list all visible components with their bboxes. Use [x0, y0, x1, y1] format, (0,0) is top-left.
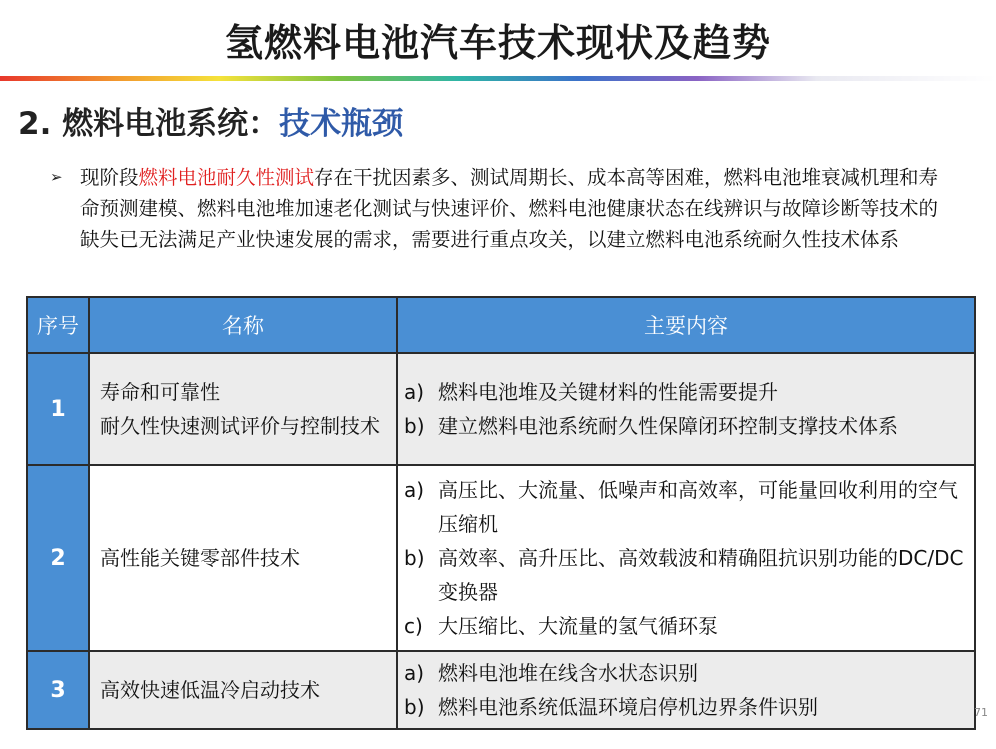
slide-title: 氢燃料电池汽车技术现状及趋势 — [224, 21, 771, 65]
list-item — [404, 656, 966, 690]
row-content — [397, 651, 975, 729]
header-content: 主要内容 — [397, 297, 975, 353]
item-label: a) — [404, 478, 425, 502]
item-text: 大压缩比、大流量的氢气循环泵 — [438, 614, 718, 638]
item-text: 高效率、高升压比、高效载波和精确阻抗识别功能的DC/DC变换器 — [438, 546, 964, 604]
row-content — [397, 465, 975, 651]
row-name-line: 耐久性快速测试评价与控制技术 — [100, 414, 380, 438]
bullet-text-pre: 现阶段 — [80, 166, 139, 189]
item-label: c) — [404, 614, 423, 638]
row-name: 高效快速低温冷启动技术 — [89, 651, 397, 729]
item-label: a) — [404, 380, 425, 404]
page-number: 71 — [974, 706, 988, 719]
list-item — [404, 375, 966, 409]
list-item — [404, 541, 966, 609]
item-label: b) — [404, 695, 425, 719]
item-text: 燃料电池堆在线含水状态识别 — [438, 661, 698, 685]
bullet-paragraph — [50, 162, 940, 255]
item-text: 建立燃料电池系统耐久性保障闭环控制支撑技术体系 — [438, 414, 898, 438]
section-prefix: 2. 燃料电池系统： — [18, 106, 280, 142]
row-number: 1 — [27, 353, 89, 465]
title-divider — [0, 76, 996, 81]
row-name — [89, 353, 397, 465]
item-label: b) — [404, 414, 425, 438]
row-number: 2 — [27, 465, 89, 651]
list-item — [404, 690, 966, 724]
row-name-line: 寿命和可靠性 — [100, 380, 220, 404]
arrow-bullet-icon: ➢ — [50, 168, 63, 186]
table-row — [27, 465, 975, 651]
section-accent: 技术瓶颈 — [279, 106, 404, 142]
item-text: 高压比、大流量、低噪声和高效率，可能量回收利用的空气压缩机 — [438, 478, 958, 536]
item-label: b) — [404, 546, 425, 570]
item-text: 燃料电池系统低温环境启停机边界条件识别 — [438, 695, 818, 719]
item-label: a) — [404, 661, 425, 685]
row-number: 3 — [27, 651, 89, 729]
section-heading — [18, 98, 403, 143]
row-content — [397, 353, 975, 465]
bullet-highlight: 燃料电池耐久性测试 — [138, 166, 315, 189]
item-text: 燃料电池堆及关键材料的性能需要提升 — [438, 380, 778, 404]
header-index: 序号 — [27, 297, 89, 353]
bullet-text-post: 存在干扰因素多、测试周期长、成本高等困难，燃料电池堆衰减机理和寿命预测建模、燃料电池堆加速老化测试与快速评价、燃料电池健康状态在线辨识与故障诊断等技术的缺失已无法满足产业快速发展的需求，需要进行重点攻关，以建立燃料电池系统耐久性技术体系 — [80, 166, 939, 251]
list-item — [404, 473, 966, 541]
row-name: 高性能关键零部件技术 — [89, 465, 397, 651]
header-name: 名称 — [89, 297, 397, 353]
table-row — [27, 353, 975, 465]
list-item — [404, 409, 966, 443]
bullet-text — [50, 162, 940, 255]
table-header-row — [27, 297, 975, 353]
list-item — [404, 609, 966, 643]
table-row — [27, 651, 975, 729]
tech-bottleneck-table — [26, 296, 976, 730]
